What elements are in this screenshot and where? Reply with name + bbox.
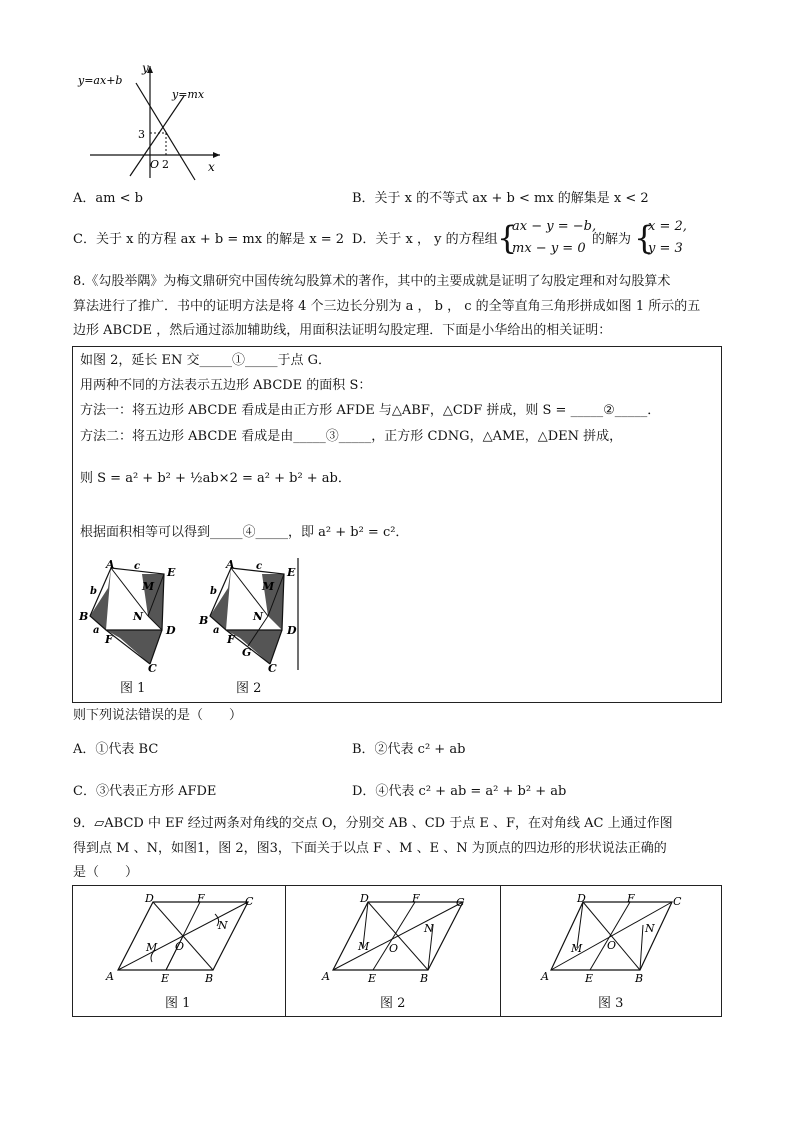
q9-caption-3: 图 3	[598, 996, 624, 1011]
fig1-label-e-point: E	[167, 566, 176, 579]
q9f3-label-d: D	[577, 892, 586, 905]
q9f1-label-b: B	[205, 972, 214, 985]
q8-option-b: B．②代表 c² + ab	[352, 742, 466, 757]
fig1-label-f-point: F	[105, 633, 113, 646]
fig2-label-e-point: E	[287, 566, 296, 579]
fig2-label-c-point: C	[268, 662, 277, 673]
q9f2-label-f: F	[412, 892, 420, 905]
fig1-label-n-point: N	[133, 610, 144, 623]
q8-stem-1: 8.《勾股举隅》为梅文鼎研究中国传统勾股算术的著作，其中的主要成就是证明了勾股定理和对勾股算术	[73, 274, 671, 289]
q9f1-label-e: E	[161, 972, 170, 985]
fig1-label-m-point: M	[142, 580, 155, 593]
solution-1: x = 2,	[648, 219, 687, 234]
fig2-label-a-point: A	[226, 558, 235, 571]
q9f3-label-f: F	[627, 892, 635, 905]
y-tick-label: 3	[138, 128, 145, 141]
q9-figure-1	[103, 892, 273, 992]
brace-left-1: {	[497, 219, 518, 257]
q8-option-c: C．③代表正方形 AFDE	[73, 784, 217, 799]
fig1-label-b-point: B	[79, 610, 89, 623]
q9f2-label-m: M	[358, 940, 370, 953]
q9f3-label-a: A	[541, 970, 549, 983]
q9f3-label-m: M	[571, 942, 583, 955]
q9f1-label-d: D	[145, 892, 154, 905]
q9f3-label-e: E	[585, 972, 594, 985]
system-eq-2: mx − y = 0	[512, 241, 586, 256]
q9f1-label-o: O	[175, 940, 185, 953]
fig2-label-b-point: B	[199, 614, 209, 627]
line1-label: y=ax+b	[78, 74, 123, 87]
q8-box-line-6: 根据面积相等可以得到_____④_____，即 a² + b² = c²．	[80, 525, 409, 540]
fig1-label-b-side: b	[90, 586, 97, 597]
x-axis-label: x	[208, 160, 215, 174]
fig2-label-m-point: M	[262, 580, 275, 593]
q8-stem-2: 算法进行了推广．书中的证明方法是将 4 个三边长分别为 a ， b ， c 的全等直角三角形拼成如图 1 所示的五	[73, 299, 701, 314]
q9-divider-2	[500, 885, 501, 1016]
q9f2-label-c: C	[456, 896, 465, 909]
fig1-label-c-side: c	[134, 561, 141, 572]
fig1-label-c-point: C	[148, 662, 157, 673]
x-tick-label: 2	[162, 158, 169, 171]
q7-option-c: C．关于 x 的方程 ax + b = mx 的解是 x = 2	[73, 232, 345, 247]
fig1-label-a-point: A	[106, 558, 115, 571]
q8-option-d: D．④代表 c² + ab = a² + b² + ab	[352, 784, 567, 799]
brace-left-2: {	[634, 219, 655, 257]
q9f2-label-b: B	[420, 972, 429, 985]
q9f2-label-n: N	[424, 922, 434, 935]
q9-stem-2: 得到点 M 、N，如图1，图 2，图3，下面关于以点 F 、M 、E 、N 为顶点的四边形的形状说法正确的	[73, 841, 667, 856]
fig1-label-d-point: D	[166, 624, 176, 637]
q9-figure-3	[537, 892, 697, 992]
q9-stem-3: 是（ ）	[73, 865, 139, 880]
q9f1-label-c: C	[245, 895, 254, 908]
q9-caption-1: 图 1	[165, 996, 191, 1011]
origin-label: O	[150, 158, 160, 171]
y-axis-label: y	[142, 61, 149, 75]
q7-graph	[70, 58, 230, 183]
q8-box-line-3: 方法一：将五边形 ABCDE 看成是由正方形 AFDE 与△ABF，△CDF 拼成，则 S = _____②_____．	[80, 403, 661, 418]
fig2-label-g-point: G	[242, 646, 252, 659]
q8-fig2-caption: 图 2	[236, 681, 262, 696]
q9f2-label-e: E	[368, 972, 377, 985]
q8-question: 则下列说法错误的是（ ）	[73, 708, 243, 723]
q9f1-label-n: N	[218, 919, 228, 932]
solution-2: y = 3	[648, 241, 683, 256]
q9f3-label-o: O	[607, 939, 617, 952]
q9-figure-2	[318, 892, 488, 992]
q8-figure-2	[198, 558, 302, 673]
q9-caption-2: 图 2	[380, 996, 406, 1011]
q9-divider-1	[285, 885, 286, 1016]
q8-figure-1	[78, 558, 190, 673]
line2-label: y=mx	[172, 88, 205, 101]
q8-box-line-2: 用两种不同的方法表示五边形 ABCDE 的面积 S：	[80, 378, 372, 393]
system-eq-1: ax − y = −b,	[512, 219, 597, 234]
q7-option-a: A．am < b	[73, 191, 143, 206]
q8-fig1-caption: 图 1	[120, 681, 146, 696]
fig2-label-n-point: N	[253, 610, 264, 623]
q9f1-label-m: M	[146, 941, 158, 954]
q8-box-line-4: 方法二：将五边形 ABCDE 看成是由_____③_____，正方形 CDNG，△AME，△DEN 拼成，	[80, 429, 623, 444]
q7-option-d-mid: 的解为	[592, 232, 632, 247]
q9-stem-1: 9．▱ABCD 中 EF 经过两条对角线的交点 O，分别交 AB 、CD 于点 E 、F，在对角线 AC 上通过作图	[73, 816, 673, 831]
q9f3-label-b: B	[635, 972, 644, 985]
q9f2-label-d: D	[360, 892, 369, 905]
fig1-label-a-side: a	[93, 625, 100, 636]
q7-option-b: B．关于 x 的不等式 ax + b < mx 的解集是 x < 2	[352, 191, 649, 206]
fig2-label-f-point: F	[227, 633, 235, 646]
q8-box-line-1: 如图 2，延长 EN 交_____①_____于点 G．	[80, 353, 332, 368]
q9f1-label-a: A	[106, 970, 114, 983]
q9f3-label-n: N	[645, 922, 655, 935]
fig2-label-b-side: b	[210, 586, 217, 597]
q7-option-d-prefix: D．关于 x ， y 的方程组	[352, 232, 498, 247]
q9f2-label-a: A	[322, 970, 330, 983]
q8-stem-3: 边形 ABCDE ，然后通过添加辅助线，用面积法证明勾股定理．下面是小华给出的相关证明：	[73, 323, 612, 338]
fig2-label-a-side: a	[213, 625, 220, 636]
fig2-label-c-side: c	[256, 561, 263, 572]
fig2-label-d-point: D	[287, 624, 297, 637]
q9f2-label-o: O	[389, 942, 399, 955]
q9f3-label-c: C	[673, 895, 682, 908]
q8-box-line-5: 则 S = a² + b² + ½ab×2 = a² + b² + ab．	[80, 471, 351, 486]
q9f1-label-f: F	[197, 892, 205, 905]
q8-option-a: A．①代表 BC	[73, 742, 159, 757]
